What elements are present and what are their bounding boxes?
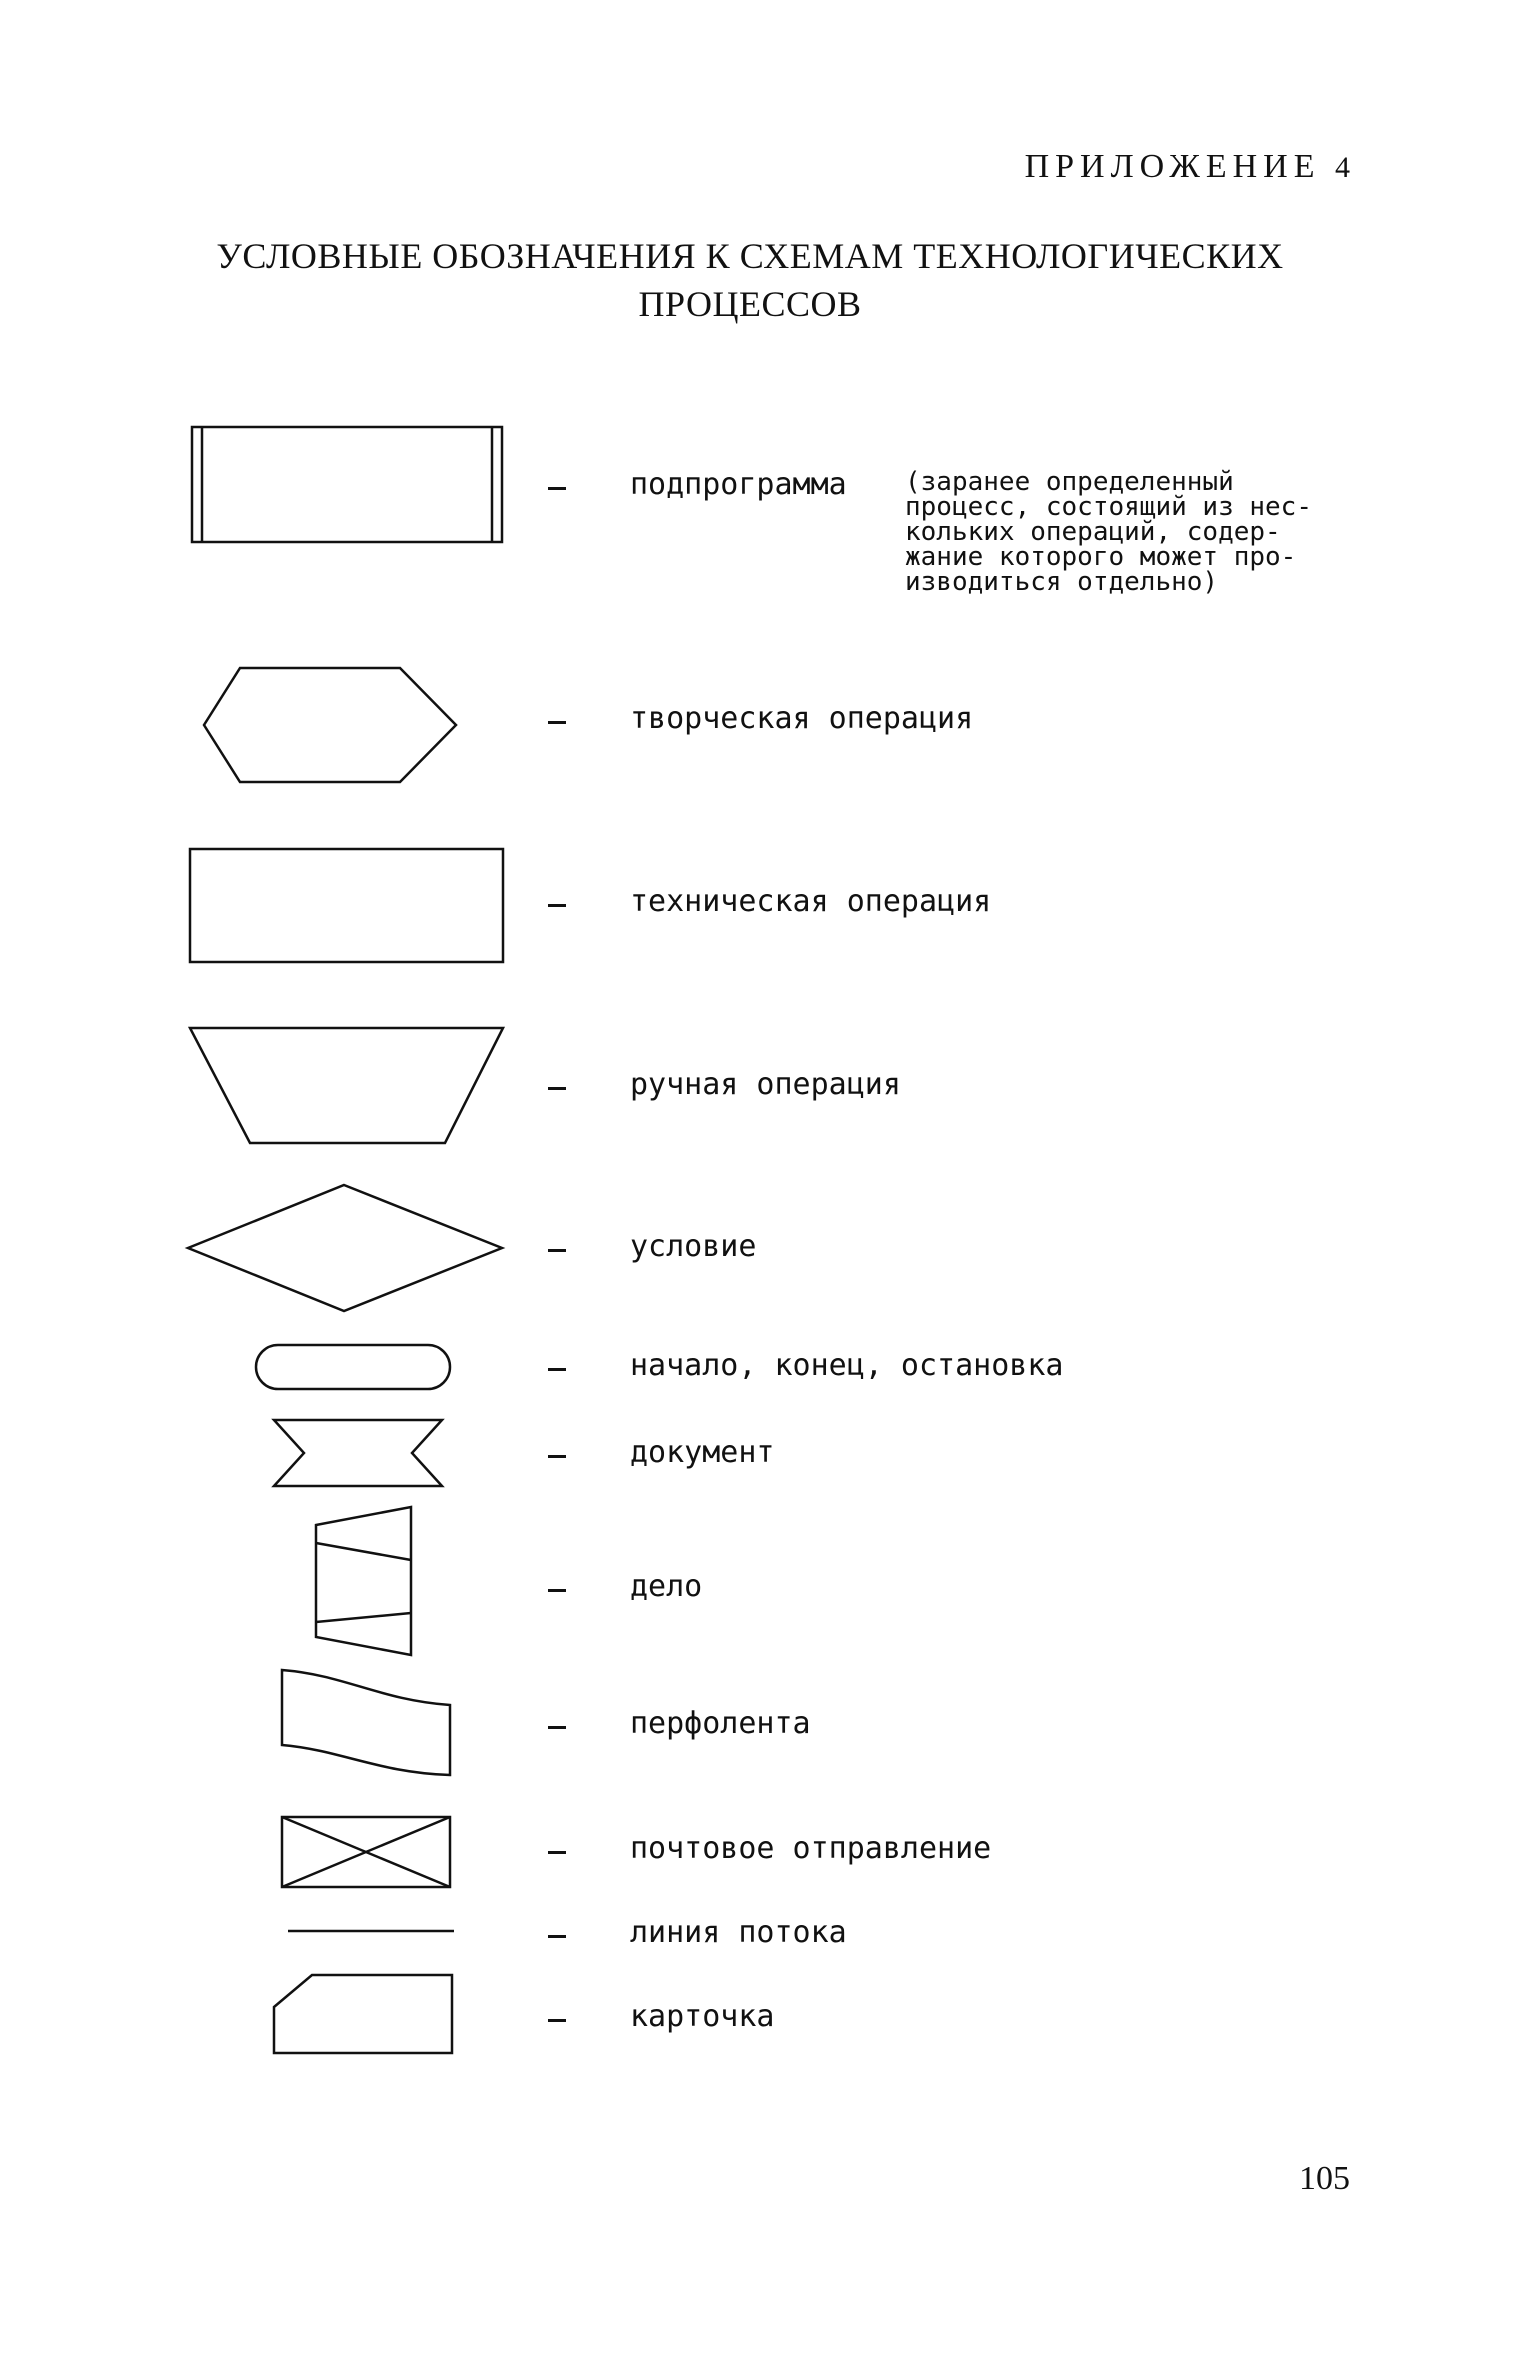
legend-dash-6 xyxy=(548,1368,566,1371)
subroutine-note-line-2: процесс, состоящий из нес- xyxy=(905,492,1312,522)
appendix-label: ПРИЛОЖЕНИЕ xyxy=(1024,148,1321,185)
page-title-line-1: УСЛОВНЫЕ ОБОЗНАЧЕНИЯ К СХЕМАМ ТЕХНОЛОГИЧЕСКИХ xyxy=(216,236,1284,276)
mail-symbol xyxy=(282,1817,450,1887)
legend-label-document: документ xyxy=(630,1435,775,1470)
legend-dash-7 xyxy=(548,1455,566,1458)
page-number: 105 xyxy=(1299,2160,1350,2197)
condition-symbol xyxy=(188,1185,502,1311)
appendix-heading xyxy=(1025,148,1350,186)
legend-dash-11 xyxy=(548,1935,566,1938)
legend-dash-1 xyxy=(548,487,566,490)
legend-dash-9 xyxy=(548,1726,566,1729)
legend-dash-8 xyxy=(548,1589,566,1592)
legend-dash-10 xyxy=(548,1851,566,1854)
legend-label-creative-operation: творческая операция xyxy=(630,701,974,736)
subroutine-note xyxy=(905,467,1345,597)
flowchart-symbols xyxy=(180,415,540,2075)
manual-operation-symbol xyxy=(190,1028,503,1143)
technical-operation-symbol xyxy=(190,849,503,962)
card-symbol xyxy=(274,1975,452,2053)
legend-label-terminator: начало, конец, остановка xyxy=(630,1348,1064,1383)
document-symbol xyxy=(274,1420,442,1486)
subroutine-note-line-1: (заранее определенный xyxy=(905,467,1234,497)
page-title xyxy=(150,232,1350,328)
legend-label-technical-operation: техническая операция xyxy=(630,884,992,919)
subroutine-note-line-3: кольких операций, содер- xyxy=(905,517,1281,547)
legend-label-subroutine: подпрограмма xyxy=(630,467,847,502)
punched-tape-symbol xyxy=(282,1670,450,1775)
legend-dash-12 xyxy=(548,2019,566,2022)
legend-dash-3 xyxy=(548,904,566,907)
legend-label-file: дело xyxy=(630,1569,703,1604)
legend-label-manual-operation: ручная операция xyxy=(630,1067,901,1102)
legend-dash-2 xyxy=(548,721,566,724)
legend-dash-4 xyxy=(548,1087,566,1090)
appendix-number: 4 xyxy=(1335,151,1350,184)
terminator-symbol xyxy=(256,1345,450,1389)
page-title-line-2: ПРОЦЕССОВ xyxy=(638,284,862,324)
creative-operation-symbol xyxy=(204,668,456,782)
subroutine-note-line-5: изводиться отдельно) xyxy=(905,567,1219,597)
subroutine-note-line-4: жание которого может про- xyxy=(905,542,1297,572)
file-symbol xyxy=(316,1507,411,1655)
legend-dash-5 xyxy=(548,1249,566,1252)
legend-label-punched-tape: перфолента xyxy=(630,1706,811,1741)
legend-label-flow-line: линия потока xyxy=(630,1915,847,1950)
legend-label-card: карточка xyxy=(630,1999,775,2034)
legend-label-condition: условие xyxy=(630,1229,757,1264)
subroutine-symbol xyxy=(192,427,502,542)
legend-label-mail: почтовое отправление xyxy=(630,1831,992,1866)
